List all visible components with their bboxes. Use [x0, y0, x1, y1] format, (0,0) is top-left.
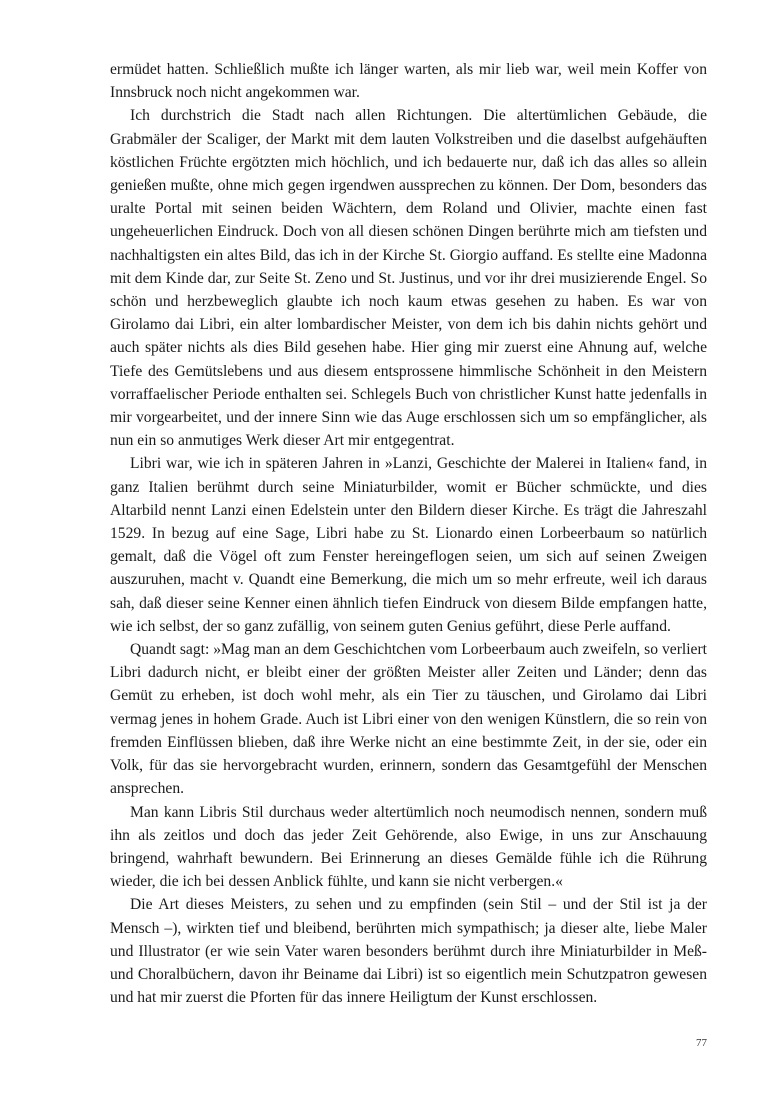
page-number: 77 [696, 1037, 707, 1049]
paragraph-libri-lanzi: Libri war, wie ich in späteren Jahren in »Lanzi, Geschichte der Malerei in Italien« fand, in ganz Italien berühmt durch seine Miniaturbilder, womit er Bücher schmückte, und dies Altarbild nennt Lanzi einen Edelstein unter den Bildern dieser Kirche. Es trägt die Jahreszahl 1529. In bezug auf eine Sage, Libri habe zu St. Lionardo einen Lorbeerbaum so natürlich gemalt, daß die Vögel oft zum Fenster hereingeflogen seien, um sich auf seinen Zweigen auszuruhen, macht v. Quandt eine Bemerkung, die mich um so mehr erfreute, weil ich daraus sah, daß dieser seine Kenner einen ähnlich tiefen Eindruck von diesem Bilde empfangen hatte, wie ich selbst, der so ganz zufällig, von seinem guten Genius geführt, diese Perle auffand. [110, 455, 707, 635]
paragraph-patron-saint: Die Art dieses Meisters, zu sehen und zu empfinden (sein Stil – und der Stil ist ja der Mensch –), wirkten tief und bleibend, berührten mich sympathisch; ja dieser alte, liebe Maler und Illustrator (er wie sein Vater waren besonders berühmt durch ihre Miniaturbilder in Meß- und Choralbüchern, davon ihr Beiname dai Libri) ist so eigentlich mein Schutzpatron gewesen und hat mir zuerst die Pforten für das innere Heiligtum der Kunst erschlossen. [110, 896, 707, 1007]
paragraph-continuation: ermüdet hatten. Schließlich mußte ich länger warten, als mir lieb war, weil mein Koffer von Innsbruck noch nicht angekommen war. [110, 61, 707, 102]
paragraph-city-walk: Ich durchstrich die Stadt nach allen Richtungen. Die altertümlichen Gebäude, die Grabmäler der Scaliger, der Markt mit dem lauten Volkstreiben und die daselbst aufgehäuften köstlichen Früchte ergötzten mich höchlich, und ich bedauerte nur, daß ich das alles so allein genießen mußte, ohne mich gegen irgendwen aussprechen zu können. Der Dom, besonders das uralte Portal mit seinen beiden Wächtern, dem Roland und Olivier, machte einen fast ungeheuerlichen Eindruck. Doch von all diesen schönen Dingen berührte mich am tiefsten und nachhaltigsten ein altes Bild, das ich in der Kirche St. Giorgio auffand. Es stellte eine Madonna mit dem Kinde dar, zur Seite St. Zeno und St. Justinus, und vor ihr drei musizierende Engel. So schön und herzbeweglich glaubte ich noch kaum etwas gesehen zu haben. Es war von Girolamo dai Libri, ein alter lombardischer Meister, von dem ich bis dahin nichts gehört und auch später nichts als dies Bild gesehen habe. Hier ging mir zuerst eine Ahnung auf, welche Tiefe des Gemütslebens und aus diesem entsprossene himmlische Schönheit in den Meistern vorraffaelischer Periode enthalten sei. Schlegels Buch von christlicher Kunst hatte jedenfalls in mir vorgearbeitet, und der innere Sinn wie das Auge erschlossen sich um so empfänglicher, als nun ein so anmutiges Werk dieser Art mir entgegentrat. [110, 107, 707, 450]
page-body-text [110, 58, 707, 1009]
paragraph-libri-style: Man kann Libris Stil durchaus weder altertümlich noch neumodisch nennen, sondern muß ihn als zeitlos und doch das jeder Zeit Gehörende, also Ewige, in uns zur Anschauung bringend, wahrhaft bewundern. Bei Erinnerung an dieses Gemälde fühle ich die Rührung wieder, die ich bei dessen Anblick fühlte, und kann sie nicht verbergen.« [110, 803, 707, 891]
paragraph-quandt-quote: Quandt sagt: »Mag man an dem Geschichtchen vom Lorbeerbaum auch zweifeln, so verliert Libri dadurch nicht, er bleibt einer der größten Meister aller Zeiten und Länder; denn das Gemüt zu erheben, ist doch wohl mehr, als ein Tier zu täuschen, und Girolamo dai Libri vermag jenes in hohem Grade. Auch ist Libri einer von den wenigen Künstlern, die so rein von fremden Einflüssen blieben, daß ihre Werke nicht an eine bestimmte Zeit, in der sie, oder ein Volk, für das sie hervorgebracht wurden, erinnern, sondern das Gesamtgefühl der Menschen ansprechen. [110, 641, 707, 798]
